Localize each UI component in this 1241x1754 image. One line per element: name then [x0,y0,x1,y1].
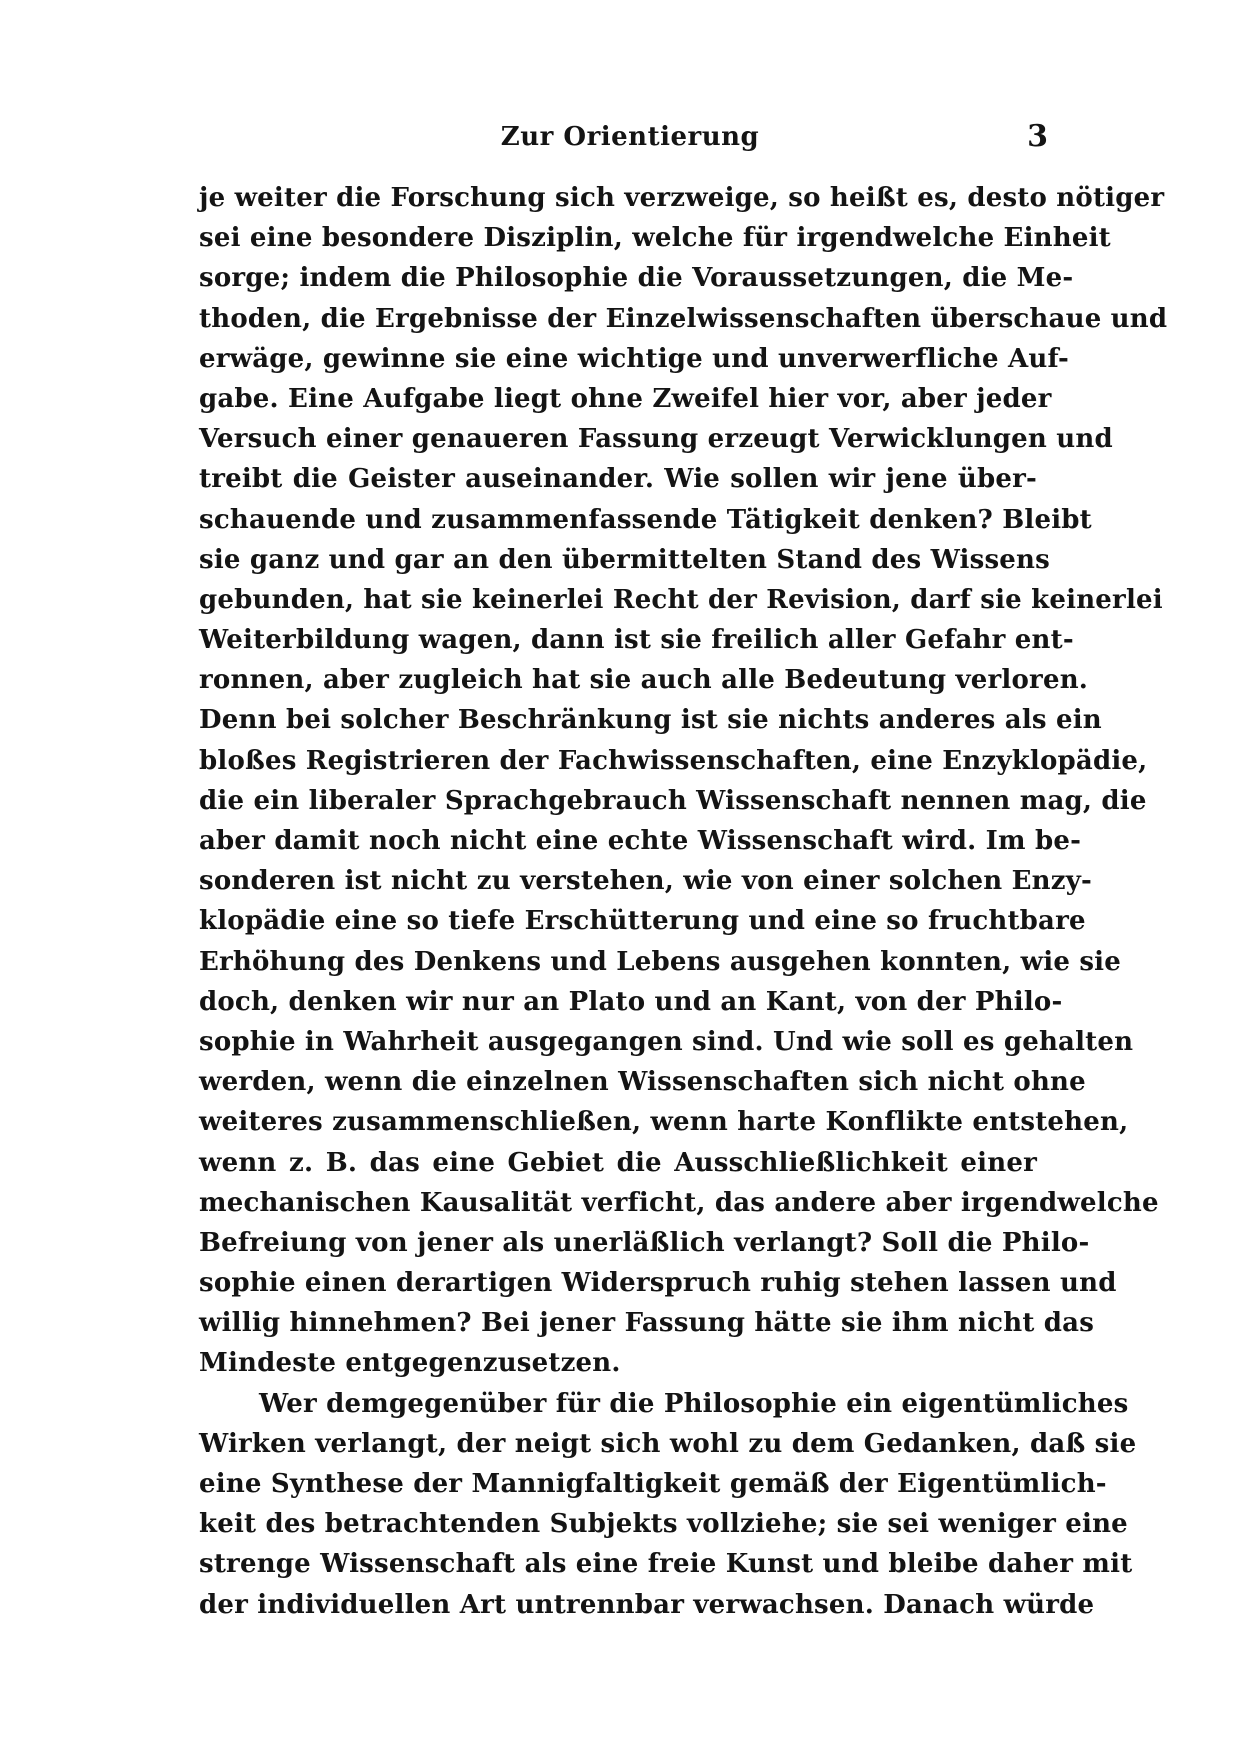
text-line: Mindeste entgegenzusetzen. [199,1348,621,1379]
text-line: strenge Wissenschaft als eine freie Kunst und bleibe daher mit [199,1549,1133,1580]
text-line: treibt die Geister auseinander. Wie sollen wir jene über- [199,464,1037,495]
text-line: Denn bei solcher Beschränkung ist sie nichts anderes als ein [199,705,1102,736]
text-line: doch, denken wir nur an Plato und an Kant, von der Philo- [199,986,1063,1017]
text-line: Weiterbildung wagen, dann ist sie freilich aller Gefahr ent- [199,625,1074,656]
text-line: keit des betrachtenden Subjekts vollziehe; sie sei weniger eine [199,1509,1128,1540]
page-number: 3 [1027,119,1048,154]
text-line: thoden, die Ergebnisse der Einzelwissenschaften überschaue und [199,303,1168,334]
text-line: der individuellen Art untrennbar verwachsen. Danach würde [199,1589,1095,1620]
text-line: Wer demgegenüber für die Philosophie ein eigentümliches [259,1388,1129,1419]
paragraph-1 [199,178,1168,1384]
text-line: Erhöhung des Denkens und Lebens ausgehen konnten, wie sie [199,946,1121,977]
text-line: eine Synthese der Mannigfaltigkeit gemäß der Eigentümlich- [199,1469,1107,1499]
text-line: gebunden, hat sie keinerlei Recht der Revision, darf sie keinerlei [199,584,1163,615]
text-line: wenn z. B. das eine Gebiet die Ausschließlichkeit einer [199,1147,1037,1178]
text-line: ronnen, aber zugleich hat sie auch alle Bedeutung verloren. [199,665,1089,696]
text-line: die ein liberaler Sprachgebrauch Wissenschaft nennen mag, die [199,785,1147,816]
text-line: Versuch einer genaueren Fassung erzeugt Verwicklungen und [199,424,1113,455]
text-line: Befreiung von jener als unerläßlich verlangt? Soll die Philo- [199,1227,1090,1258]
text-line: willig hinnehmen? Bei jener Fassung hätte sie ihm nicht das [199,1308,1095,1339]
text-line: schauende und zusammenfassende Tätigkeit denken? Bleibt [199,504,1092,535]
paragraph-2 [199,1384,1137,1625]
text-line: Wirken verlangt, der neigt sich wohl zu dem Gedanken, daß sie [199,1428,1137,1459]
text-line: sie ganz und gar an den übermittelten Stand des Wissens [199,544,1050,575]
text-line: erwäge, gewinne sie eine wichtige und unverwerfliche Auf- [199,343,1069,374]
text-line: bloßes Registrieren der Fachwissenschaften, eine Enzyklopädie, [199,745,1148,776]
text-line: mechanischen Kausalität verficht, das andere aber irgendwelche [199,1187,1159,1218]
text-line: sophie in Wahrheit ausgegangen sind. Und wie soll es gehalten [199,1026,1134,1057]
text-line: klopädie eine so tiefe Erschütterung und eine so fruchtbare [199,906,1086,937]
running-head-title: Zur Orientierung [500,122,760,152]
text-line: aber damit noch nicht eine echte Wissenschaft wird. Im be- [199,826,1082,856]
body-text [199,178,1168,1625]
text-line: weiteres zusammenschließen, wenn harte Konflikte entstehen, [199,1107,1129,1138]
text-line: sei eine besondere Disziplin, welche für irgendwelche Einheit [199,223,1111,254]
running-head [200,112,1060,162]
text-line: sophie einen derartigen Widerspruch ruhig stehen lassen und [199,1268,1117,1299]
text-line: werden, wenn die einzelnen Wissenschaften sich nicht ohne [199,1067,1086,1098]
text-line: gabe. Eine Aufgabe liegt ohne Zweifel hier vor, aber jeder [199,383,1052,414]
text-line: sonderen ist nicht zu verstehen, wie von einer solchen Enzy- [199,866,1093,897]
text-line: sorge; indem die Philosophie die Voraussetzungen, die Me- [199,263,1074,294]
text-line: je weiter die Forschung sich verzweige, so heißt es, desto nötiger [199,183,1165,213]
